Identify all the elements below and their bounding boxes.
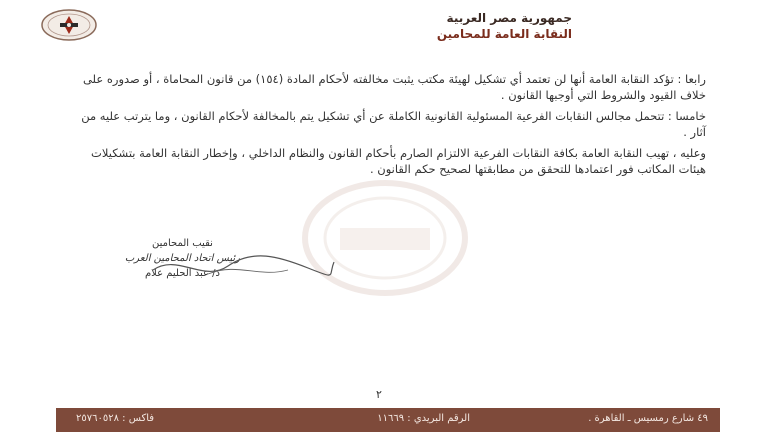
letter-body — [66, 72, 706, 183]
letterhead-footer — [56, 408, 720, 432]
paragraph-fifth: خامسا : تتحمل مجالس النقابات الفرعية المسئولية القانونية الكاملة عن أي تشكيل يتم بالمخالفة لأحكام القانون ، وما يترتب عليه من آثار . — [81, 109, 706, 139]
bar-association-logo — [40, 8, 98, 42]
footer-postal-code: الرقم البريدي : ١١٦٦٩ — [377, 413, 470, 424]
paragraph-fourth: رابعا : تؤكد النقابة العامة أنها لن تعتمد أي تشكيل لهيئة مكتب يثبت مخالفته لأحكام المادة (١٥٤) من قانون المحاماة ، أو صدوره على خلاف القيود والشروط التي أوجبها القانون . — [82, 72, 706, 102]
footer-address: ٤٩ شارع رمسيس ـ القاهرة . — [588, 413, 708, 424]
letterhead — [437, 10, 572, 42]
page-number: ٢ — [376, 388, 382, 401]
paragraph-conclusion: وعليه ، تهيب النقابة العامة بكافة النقابات الفرعية الالتزام الصارم بأحكام القانون والنظام الداخلي ، وإخطار النقابة العامة بتشكيلات هيئات المكاتب فور اعتمادها للتحقق من مطابقتها لصحيح حكم القانون . — [91, 146, 706, 176]
signatory-title-secondary: رئيس اتحاد المحامين العرب — [124, 253, 240, 264]
footer-fax: فاكس : ٢٥٧٦٠٥٢٨ — [76, 413, 155, 424]
handwritten-signature — [148, 248, 338, 288]
signatory-name: د/ عبد الحليم علام — [144, 268, 220, 279]
signatory-title: نقيب المحامين — [151, 238, 213, 249]
country-name: جمهورية مصر العربية — [446, 11, 572, 25]
organization-name: النقابة العامة للمحامين — [436, 27, 572, 41]
